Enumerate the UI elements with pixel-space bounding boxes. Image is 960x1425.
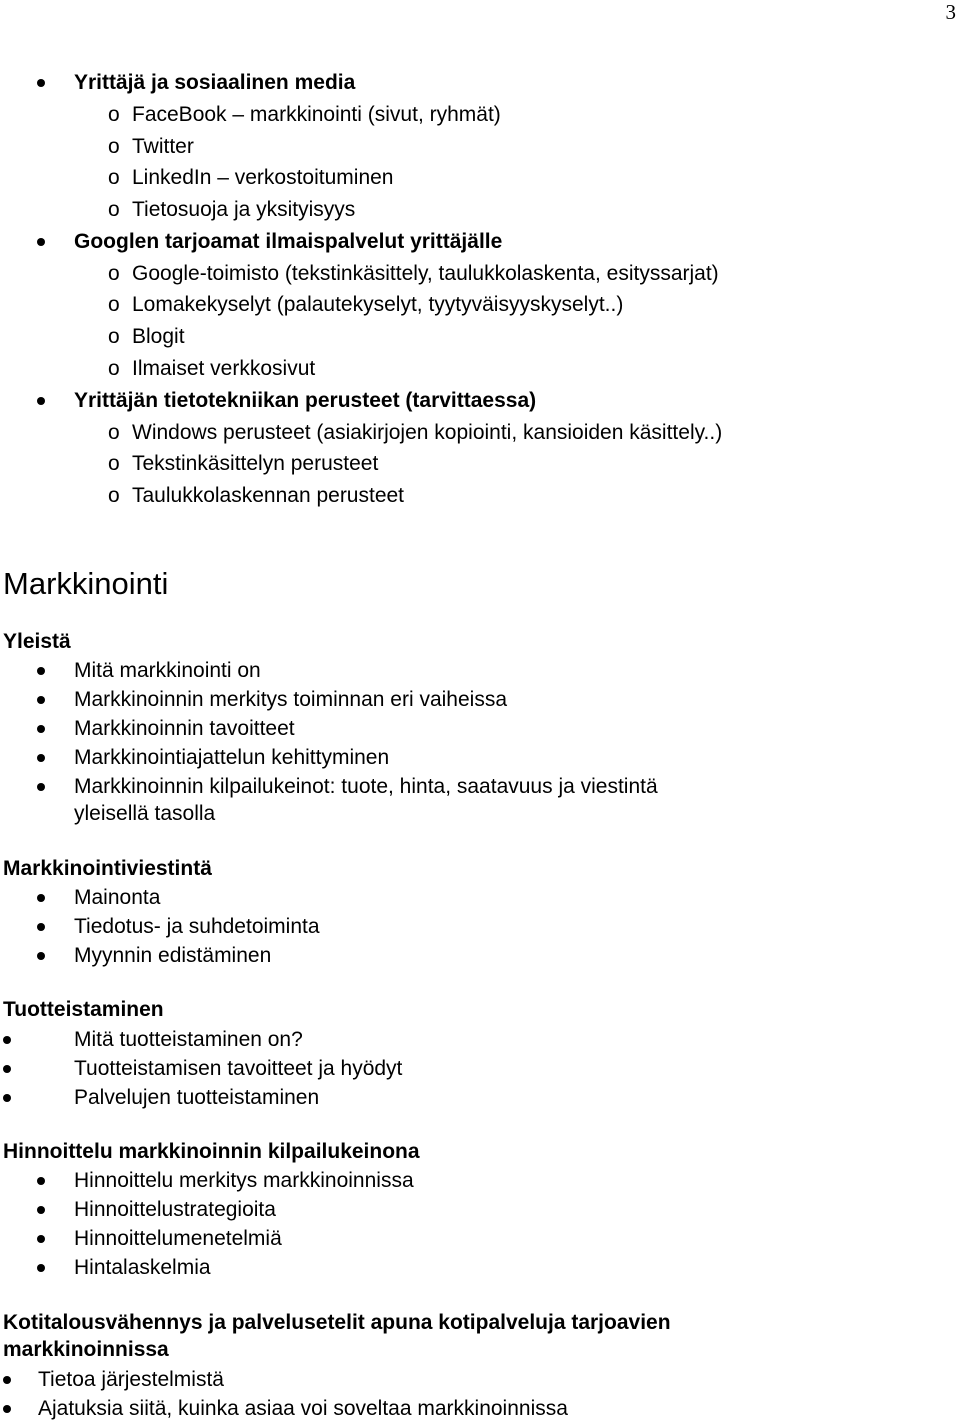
bullet-icon: [37, 79, 45, 87]
topic-title: Yrittäjän tietotekniikan perusteet (tarvittaessa): [74, 389, 537, 412]
list-item: Myynnin edistäminen: [74, 944, 272, 967]
topic-title: Yrittäjä ja sosiaalinen media: [74, 71, 356, 94]
list-item: Mitä tuotteistaminen on?: [74, 1028, 303, 1051]
sub-item: o Google-toimisto (tekstinkäsittely, taulukkolaskenta, esityssarjat): [108, 262, 719, 285]
sub-marker: o: [108, 135, 120, 158]
section-title: Markkinointi: [3, 566, 169, 601]
section-heading: Tuotteistaminen: [3, 998, 164, 1021]
sub-marker: o: [108, 452, 120, 475]
sub-marker: o: [108, 262, 120, 285]
sub-item: o Twitter: [108, 135, 194, 158]
sub-item: o Tietosuoja ja yksityisyys: [108, 198, 356, 221]
list-item: Markkinoinnin tavoitteet: [74, 717, 295, 740]
bullet-icon: [37, 894, 45, 902]
list-item: Hinnoittelumenetelmiä: [74, 1227, 282, 1250]
bullet-icon: [37, 952, 45, 960]
sub-item: o Taulukkolaskennan perusteet: [108, 484, 405, 507]
bullet-icon: [37, 397, 45, 405]
sub-marker: o: [108, 325, 120, 348]
list-item: Tuotteistamisen tavoitteet ja hyödyt: [74, 1057, 403, 1080]
list-item: Mainonta: [74, 886, 161, 909]
sub-marker: o: [108, 421, 120, 444]
sub-marker: o: [108, 103, 120, 126]
list-item: Palvelujen tuotteistaminen: [74, 1086, 320, 1109]
bullet-icon: [37, 1206, 45, 1214]
sub-item: o Blogit: [108, 325, 185, 348]
bullet-icon: [37, 923, 45, 931]
bullet-icon: [37, 1177, 45, 1185]
list-item: Markkinointiajattelun kehittyminen: [74, 746, 390, 769]
sub-marker: o: [108, 484, 120, 507]
sub-marker: o: [108, 166, 120, 189]
list-item: Markkinoinnin kilpailukeinot: tuote, hinta, saatavuus ja viestintä: [74, 775, 658, 798]
list-item: Hinnoittelu merkitys markkinoinnissa: [74, 1169, 414, 1192]
sub-item: o Windows perusteet (asiakirjojen kopiointi, kansioiden käsittely..): [108, 421, 723, 444]
sub-item: o FaceBook – markkinointi (sivut, ryhmät): [108, 103, 501, 126]
bullet-icon: [3, 1405, 11, 1413]
section-heading-continuation: markkinoinnissa: [3, 1338, 169, 1361]
bullet-icon: [37, 783, 45, 791]
list-item: Hinnoittelustrategioita: [74, 1198, 276, 1221]
sub-item: o Ilmaiset verkkosivut: [108, 357, 316, 380]
list-item: Hintalaskelmia: [74, 1256, 211, 1279]
topic-title: Googlen tarjoamat ilmaispalvelut yrittäjälle: [74, 230, 503, 253]
list-item: Ajatuksia siitä, kuinka asiaa voi soveltaa markkinoinnissa: [38, 1397, 568, 1420]
bullet-icon: [3, 1376, 11, 1384]
bullet-icon: [37, 667, 45, 675]
sub-marker: o: [108, 357, 120, 380]
list-item: Tiedotus- ja suhdetoiminta: [74, 915, 320, 938]
bullet-icon: [3, 1036, 11, 1044]
list-item: Mitä markkinointi on: [74, 659, 261, 682]
sub-item: o Lomakekyselyt (palautekyselyt, tyytyväisyyskyselyt..): [108, 293, 624, 316]
section-heading: Kotitalousvähennys ja palvelusetelit apuna kotipalveluja tarjoavien: [3, 1311, 671, 1334]
bullet-icon: [3, 1065, 11, 1073]
sub-marker: o: [108, 293, 120, 316]
list-item-continuation: yleisellä tasolla: [74, 802, 216, 825]
bullet-icon: [37, 754, 45, 762]
sub-marker: o: [108, 198, 120, 221]
bullet-icon: [37, 1235, 45, 1243]
bullet-icon: [37, 725, 45, 733]
sub-item: o LinkedIn – verkostoituminen: [108, 166, 394, 189]
list-item: Markkinoinnin merkitys toiminnan eri vaiheissa: [74, 688, 508, 711]
section-heading: Yleistä: [3, 630, 71, 653]
page-number: 3: [945, 0, 956, 24]
section-heading: Markkinointiviestintä: [3, 857, 212, 880]
bullet-icon: [3, 1094, 11, 1102]
bullet-icon: [37, 696, 45, 704]
bullet-icon: [37, 1264, 45, 1272]
list-item: Tietoa järjestelmistä: [38, 1368, 224, 1391]
section-heading: Hinnoittelu markkinoinnin kilpailukeinona: [3, 1140, 420, 1163]
sub-item: o Tekstinkäsittelyn perusteet: [108, 452, 379, 475]
bullet-icon: [37, 238, 45, 246]
